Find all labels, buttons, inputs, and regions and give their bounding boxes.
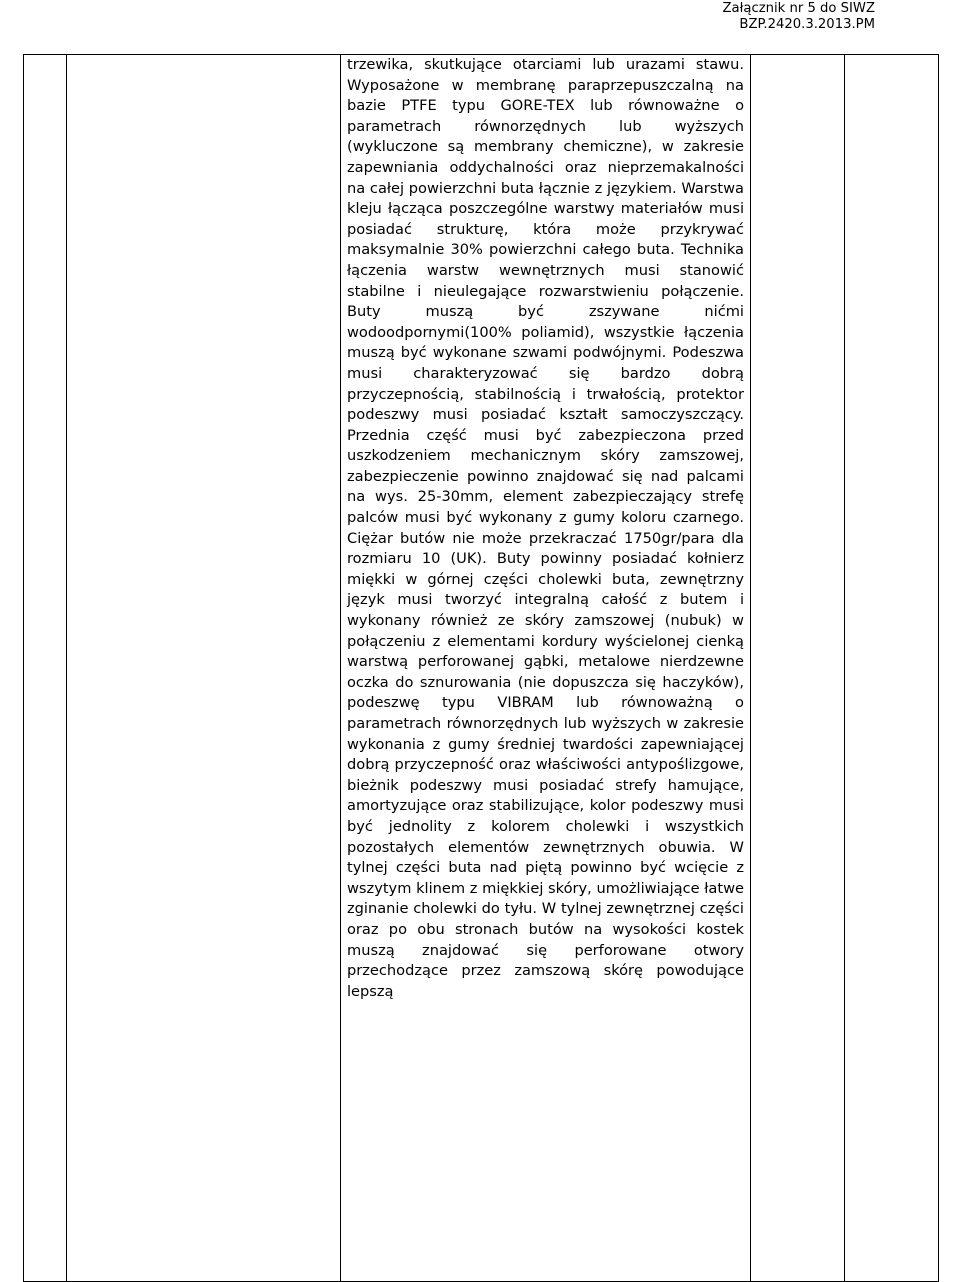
table-cell-price [845, 55, 939, 1282]
specification-text [341, 55, 750, 1002]
specification-paragraph: trzewika, skutkujące otarciami lub urazami stawu. Wyposażone w membranę paraprzepuszczalną na bazie PTFE typu GORE-TEX lub równoważne o parametrach równorzędnych lub wyższych (wykluczone są membrany chemiczne), w zakresie zapewniania oddychalności oraz nieprzemakalności na całej powierzchni buta łącznie z językiem. Warstwa kleju łącząca poszczególne warstwy materiałów musi posiadać strukturę, która może przykrywać maksymalnie 30% powierzchni całego buta. Technika łączenia warstw wewnętrznych musi stanowić stabilne i nieulegające rozwarstwieniu połączenie. Buty muszą być zszywane nićmi wodoodpornymi(100% poliamid), wszystkie łączenia muszą być wykonane szwami podwójnymi. Podeszwa musi charakteryzować się bardzo dobrą przyczepnością, stabilnością i trwałością, protektor podeszwy musi posiadać kształt samoczyszczący. Przednia część musi być zabezpieczona przed uszkodzeniem mechanicznym skóry zamszowej, zabezpieczenie powinno znajdować się nad palcami na wys. 25-30mm, element zabezpieczający strefę palców musi być wykonany z gumy koloru czarnego. Ciężar butów nie może przekraczać 1750gr/para dla rozmiaru 10 (UK). Buty powinny posiadać kołnierz miękki w górnej części cholewki buta, zewnętrzny język musi tworzyć integralną całość z butem i wykonany również ze skóry zamszowej (nubuk) w połączeniu z elementami kordury wyścielonej cienką warstwą perforowanej gąbki, metalowe nierdzewne oczka do sznurowania (nie dopuszcza się haczyków), podeszwę typu VIBRAM lub równoważną o parametrach równorzędnych lub wyższych w zakresie wykonania z gumy średniej twardości zapewniającej dobrą przyczepność oraz właściwości antypoślizgowe, bieżnik podeszwy musi posiadać strefy hamujące, amortyzujące oraz stabilizujące, kolor podeszwy musi być jednolity z kolorem cholewki i wszystkich pozostałych elementów zewnętrznych obuwia. W tylnej części buta nad piętą powinno być wcięcie z wszytym klinem z miękkiej skóry, umożliwiające łatwe zginanie cholewki do tyłu. W tylnej zewnętrznej części oraz po obu stronach butów na wysokości kostek muszą znajdować się perforowane otwory przechodzące przez zamszową skórę powodujące lepszą [347, 56, 744, 1000]
table-cell-number [24, 55, 67, 1282]
table-cell-name [67, 55, 341, 1282]
table-cell-description [341, 55, 751, 1282]
table-cell-quantity [751, 55, 845, 1282]
reference-number: BZP.2420.3.2013.PM [739, 17, 875, 32]
page-header [723, 1, 876, 33]
specification-table [23, 54, 939, 1282]
attachment-label: Załącznik nr 5 do SIWZ [722, 1, 875, 16]
table-row [24, 55, 939, 1282]
